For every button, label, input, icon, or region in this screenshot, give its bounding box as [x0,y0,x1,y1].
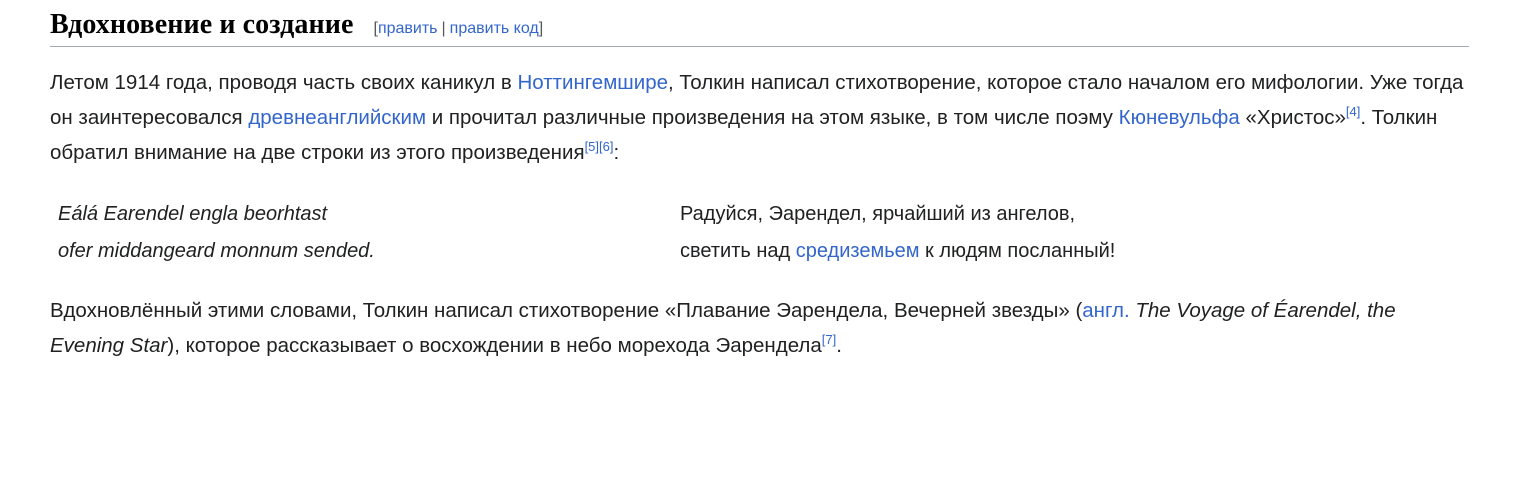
p1-text-6: : [613,141,620,165]
p2-italic-title: The Voyage of Éarendel, the Evening Star [50,299,1396,358]
reference-7-link[interactable]: [7] [821,332,837,348]
link-english-lang[interactable]: англ. [1082,299,1130,323]
reference-5[interactable] [585,139,599,154]
quote-original-line-2: ofer middangeard monnum sended. [58,239,375,262]
reference-6-link[interactable]: [6] [599,139,614,155]
p1-text-2: , Толкин написал стихотворение, которое стало началом его мифологии. Уже тогда он заинтересовался [50,70,1464,129]
quote-translation-line-1: Радуйся, Эарендел, ярчайший из ангелов, [680,203,1076,226]
p2-text-3: . [836,334,842,358]
section-title: Вдохновение и создание [50,9,354,40]
quote-translation-text-2: к людям посланный! [919,239,1116,262]
reference-6[interactable] [599,139,613,154]
link-nottinghamshire[interactable]: Ноттингемшире [517,70,668,94]
edit-links [374,20,544,38]
paragraph-inspiration [50,65,1469,171]
link-middle-earth[interactable]: средиземьем [795,239,920,262]
reference-5-link[interactable]: [5] [584,139,600,155]
edit-section-link[interactable]: править [377,20,438,37]
p2-text-1: Вдохновлённый этими словами, Толкин написал стихотворение «Плавание Эарендела, Вечерней звезды» ( [50,299,1083,323]
paragraph-voyage [50,293,1469,364]
edit-links-separator: | [441,20,446,37]
quote-translation [680,196,1380,269]
p2-text-2: ), которое рассказывает о восхождении в небо морехода Эарендела [167,334,822,358]
link-cynewulf[interactable]: Кюневульфа [1118,105,1240,129]
p1-text-3: и прочитал различные произведения на этом языке, в том числе поэму [426,105,1119,129]
section-heading [50,8,1469,47]
quote-translation-text-1: светить над [680,239,796,262]
reference-7[interactable] [822,333,836,348]
quotation-block [50,196,1469,269]
reference-4-link[interactable]: [4] [1345,104,1361,120]
edit-links-close-bracket: ] [538,20,544,37]
edit-links-open-bracket: [ [373,20,378,37]
quote-original [50,196,680,269]
quote-translation-line-2 [680,233,1380,269]
edit-source-link[interactable]: править код [449,20,539,37]
reference-4[interactable] [1346,104,1360,119]
p1-text-1: Летом 1914 года, проводя часть своих каникул в [50,70,518,94]
link-old-english[interactable]: древнеанглийским [248,105,427,129]
p1-text-4: «Христос» [1239,105,1346,129]
p1-text-5: . Толкин обратил внимание на две строки из этого произведения [50,105,1438,165]
quote-original-line-1: Eálá Earendel engla beorhtast [58,203,328,226]
